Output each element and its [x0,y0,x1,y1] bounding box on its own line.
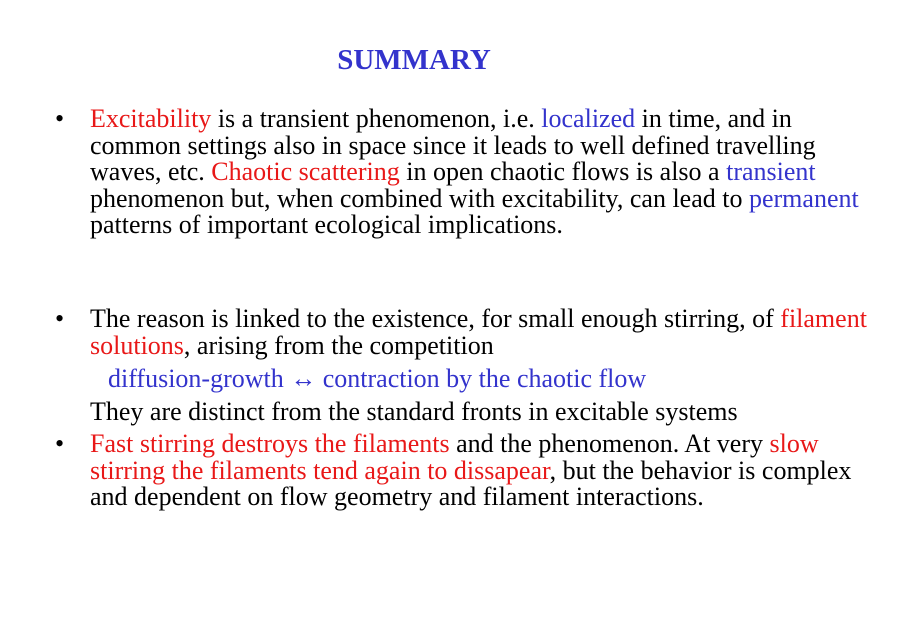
slide-title: SUMMARY [337,44,491,76]
bullet-icon: • [55,304,65,333]
paragraph-filament-reason [90,306,870,359]
text-span: , arising from the competition [183,330,494,360]
text-span: is a transient phenomenon, i.e. [211,104,542,133]
term-permanent: permanent [748,183,859,213]
competition-line: diffusion-growth ↔ contraction by the chaotic flow [108,364,647,393]
term-chaotic-scattering: Chaotic scattering [211,157,400,186]
text-span: , but the behavior is complex and dependent on flow geometry and filament interactions. [90,455,852,511]
term-fast-stirring: Fast stirring destroys the filaments [90,429,450,458]
paragraph-stirring [90,431,870,511]
text-span: patterns of important ecological implications. [90,210,563,239]
term-filament-solutions: filament solutions [90,304,867,360]
term-localized: localized [541,104,636,133]
bullet-icon: • [55,104,65,133]
term-excitability: Excitability [90,104,212,133]
text-span: phenomenon but, when combined with excitability, can lead to [90,183,749,213]
text-span: in time, and in common settings also in space since it leads to well defined travelling waves, etc. [90,104,816,186]
term-slow-stirring: slow stirring the filaments tend again to dissapear [90,429,819,485]
text-span: and the phenomenon. At very [449,429,770,458]
text-span: The reason is linked to the existence, for small enough stirring, of [90,304,781,333]
text-span: in open chaotic flows is also a [399,157,727,186]
paragraph-excitability [90,106,870,239]
bullet-icon: • [55,429,65,458]
distinct-fronts-line: They are distinct from the standard fronts in excitable systems [90,397,738,426]
term-transient: transient [726,157,816,186]
